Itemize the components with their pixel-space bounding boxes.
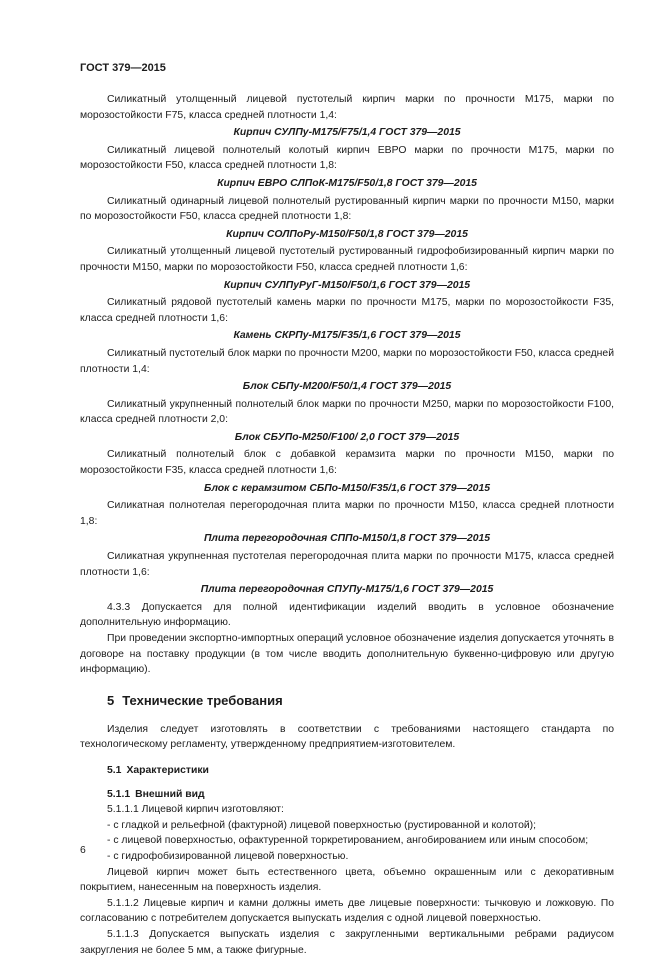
designation-example: Кирпич СОЛПоРу-М150/F50/1,8 ГОСТ 379—2015 — [226, 228, 468, 240]
paragraph: 5.1.1.3 Допускается выпускать изделия с закругленными вертикальными ребрами радиусом закругления не более 5 мм, а также фигурные. — [80, 928, 614, 956]
paragraph: Силикатный рядовой пустотелый камень марки по прочности М175, марки по морозостойкости F35, класса средней плотности 1,6: — [80, 297, 614, 324]
list-item: 5.1.1.1 Лицевой кирпич изготовляют: — [107, 804, 284, 816]
heading-text: Технические требования — [122, 692, 283, 708]
paragraph: Силикатный укрупненный полнотелый блок марки по прочности М250, марки по морозостойкости F100, класса средней плотности 2,0: — [80, 398, 614, 426]
subsection-heading — [107, 763, 614, 779]
subsection-heading — [107, 787, 614, 803]
document-body — [80, 92, 614, 958]
paragraph: Силикатная полнотелая перегородочная плита марки по прочности М150, класса средней плотности 1,8: — [80, 500, 614, 527]
paragraph: Изделия следует изготовлять в соответствии с требованиями настоящего стандарта по технологическому регламенту, утвержденному предприятием-изготовителем. — [80, 723, 614, 751]
heading-text: Характеристики — [126, 764, 209, 776]
document-header: ГОСТ 379—2015 — [80, 62, 166, 74]
page-number: 6 — [80, 845, 86, 856]
paragraph: Силикатный лицевой полнотелый колотый кирпич ЕВРО марки по прочности М175, марки по морозостойкости F50, класса средней плотности 1,8: — [80, 144, 614, 172]
designation-example: Кирпич ЕВРО СЛПоК-М175/F50/1,8 ГОСТ 379—2015 — [217, 177, 477, 189]
paragraph: Силикатный утолщенный лицевой пустотелый кирпич марки по прочности М175, марки по морозостойкости F75, класса средней плотности 1,4: — [80, 94, 614, 121]
list-item: - с гидрофобизированной лицевой поверхностью. — [107, 850, 349, 862]
designation-example: Плита перегородочная СППо-М150/1,8 ГОСТ 379—2015 — [203, 533, 491, 545]
designation-example: Блок с керамзитом СБПо-М150/F35/1,6 ГОСТ 379—2015 — [203, 482, 491, 494]
designation-example: Блок СБУПо-М250/F100/ 2,0 ГОСТ 379—2015 — [234, 431, 460, 443]
list-item: - с лицевой поверхностью, офактуренной торкретированием, ангобированием или иным способом; — [107, 835, 589, 847]
designation-example: Кирпич СУЛПу-М175/F75/1,4 ГОСТ 379—2015 — [233, 127, 461, 139]
heading-number: 5.1 — [107, 764, 122, 776]
list-item: - с гладкой и рельефной (фактурной) лицевой поверхностью (рустированной и колотой); — [107, 819, 537, 831]
paragraph: 4.3.3 Допускается для полной идентификации изделий вводить в условное обозначение дополнительную информацию. — [80, 601, 614, 629]
designation-example: Камень СКРПу-М175/F35/1,6 ГОСТ 379—2015 — [233, 330, 461, 342]
paragraph: Силикатная укрупненная пустотелая перегородочная плита марки по прочности М175, класса средней плотности 1,6: — [80, 551, 614, 578]
heading-text: Внешний вид — [135, 788, 205, 800]
paragraph: Силикатный одинарный лицевой полнотелый рустированный кирпич марки по прочности М150, марки по морозостойкости F50, класса средней плотности 1,8: — [80, 195, 614, 223]
paragraph: Силикатный полнотелый блок с добавкой керамзита марки по прочности М150, марки по морозостойкости F35, класса средней плотности 1,6: — [80, 449, 614, 477]
paragraph: Силикатный утолщенный лицевой пустотелый рустированный гидрофобизированный кирпич марки по прочности М150, марки по морозостойкости F50, класса средней плотности 1,6: — [80, 246, 614, 273]
paragraph: 5.1.1.2 Лицевые кирпич и камни должны иметь две лицевые поверхности: тычковую и ложковую. По согласованию с потребителем допускается выпускать изделия с одной лицевой поверхностью. — [80, 897, 614, 925]
designation-example: Блок СБПу-М200/F50/1,4 ГОСТ 379—2015 — [242, 381, 452, 393]
designation-example: Кирпич СУЛПуРуГ-М150/F50/1,6 ГОСТ 379—2015 — [223, 279, 471, 291]
section-heading — [107, 692, 614, 710]
paragraph: Силикатный пустотелый блок марки по прочности М200, марки по морозостойкости F50, класса средней плотности 1,4: — [80, 347, 614, 375]
heading-number: 5.1.1 — [107, 788, 131, 800]
paragraph: При проведении экспортно-импортных операций условное обозначение изделия допускается уточнять в договоре на поставку продукции (в том числе вводить дополнительную буквенно-цифровую или другую информацию). — [80, 633, 614, 676]
designation-example: Плита перегородочная СПУПу-М175/1,6 ГОСТ 379—2015 — [200, 584, 494, 596]
paragraph: Лицевой кирпич может быть естественного цвета, объемно окрашенным или с декоративным покрытием, нанесенным на поверхность изделия. — [80, 866, 614, 894]
heading-number: 5 — [107, 692, 115, 708]
